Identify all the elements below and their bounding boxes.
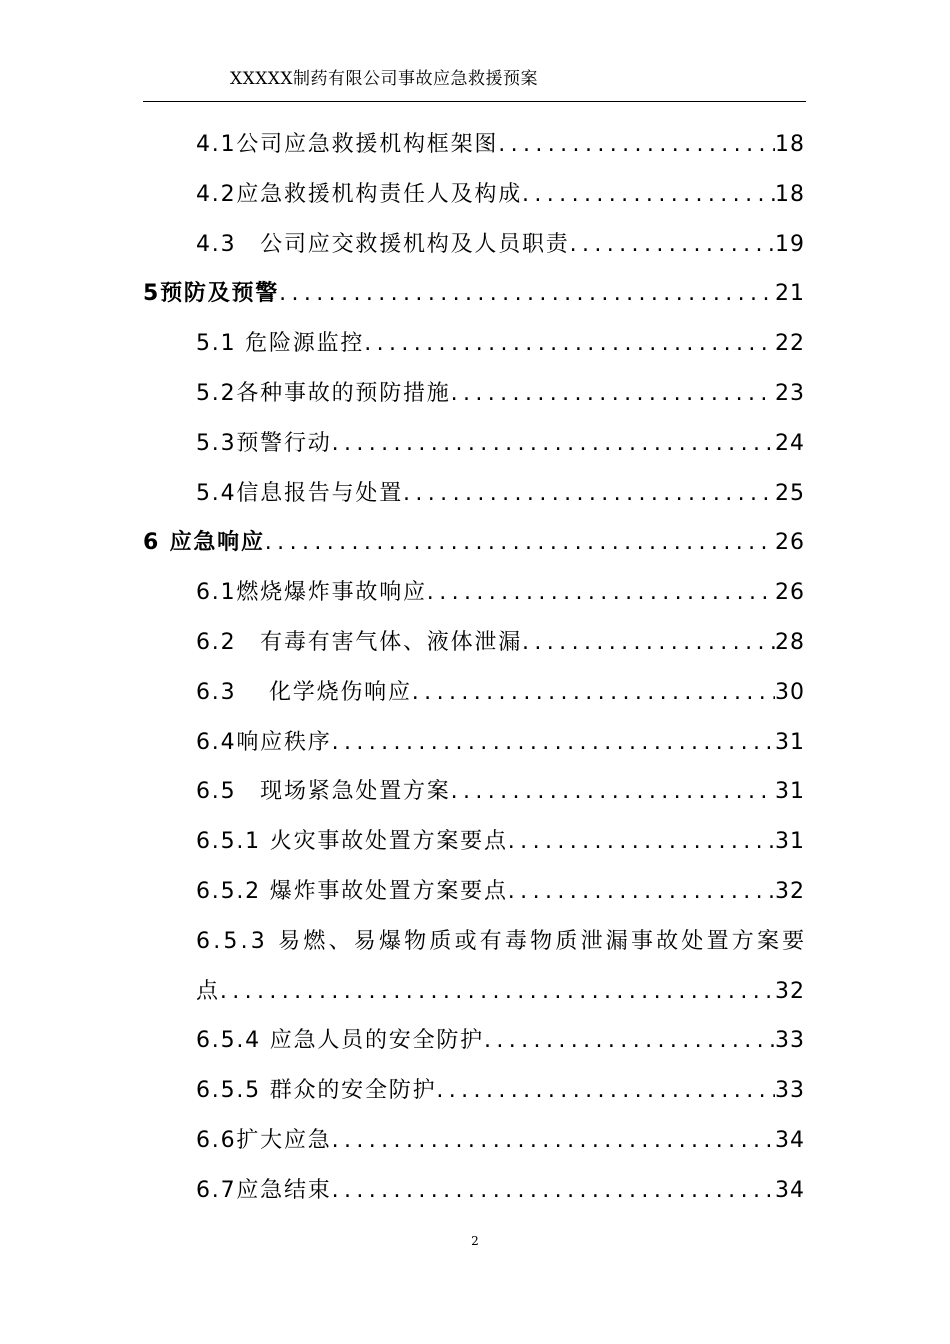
toc-leader-dots <box>570 227 775 263</box>
toc-entry-page: 23 <box>775 381 805 406</box>
toc-entry-page: 33 <box>775 1028 805 1054</box>
toc-entry-title: 6.7应急结束 <box>196 1177 332 1203</box>
toc-entry-page: 31 <box>775 829 805 855</box>
toc-entry[interactable] <box>196 874 805 910</box>
toc-entry-title: 6.4响应秩序 <box>196 729 332 755</box>
toc-entry-title: 6.5.5 群众的安全防护 <box>196 1078 437 1104</box>
toc-entry-page: 34 <box>775 1177 805 1203</box>
toc-entry-page: 18 <box>775 181 805 207</box>
toc-leader-dots <box>265 525 775 561</box>
toc-entry-page: 31 <box>775 729 805 755</box>
toc-leader-dots <box>220 974 775 1010</box>
toc-entry[interactable] <box>196 426 805 462</box>
toc-entry[interactable] <box>196 575 805 611</box>
toc-entry-page: 32 <box>775 978 805 1004</box>
toc-entry-title: 6.2 有毒有害气体、液体泄漏 <box>196 630 522 655</box>
toc-entry-title: 点 <box>196 978 220 1004</box>
toc-leader-dots <box>403 476 775 512</box>
toc-entry-title: 6.3 化学烧伤响应 <box>196 679 412 705</box>
toc-entry-title: 6.5.3 易燃、易爆物质或有毒物质泄漏事故处置方案要 <box>196 928 808 954</box>
toc-entry-page: 32 <box>775 879 805 904</box>
toc-entry-page: 28 <box>775 630 805 655</box>
toc-entry[interactable] <box>143 276 805 312</box>
toc-entry[interactable] <box>196 774 805 810</box>
toc-leader-dots <box>451 376 775 412</box>
toc-entry[interactable] <box>196 1173 805 1209</box>
toc-leader-dots <box>484 1023 775 1059</box>
toc-entry-title: 5.4信息报告与处置 <box>196 480 403 506</box>
toc-entry-page: 26 <box>775 580 805 606</box>
toc-leader-dots <box>508 824 775 860</box>
toc-leader-dots <box>508 874 775 910</box>
toc-entry[interactable] <box>196 376 805 412</box>
toc-leader-dots <box>436 1073 775 1109</box>
toc-entry-page: 24 <box>775 430 805 456</box>
toc-leader-dots <box>498 127 775 163</box>
toc-leader-dots <box>332 1173 775 1209</box>
toc-entry[interactable] <box>196 326 805 362</box>
toc-entry[interactable] <box>196 127 805 163</box>
toc-entry-page: 33 <box>775 1078 805 1104</box>
toc-entry-page: 22 <box>775 331 805 357</box>
toc-entry-title: 5.2各种事故的预防措施 <box>196 381 451 406</box>
toc-entry[interactable] <box>196 725 805 761</box>
toc-entry-title: 5预防及预警 <box>143 281 280 307</box>
toc-entry-page: 34 <box>775 1128 805 1153</box>
toc-leader-dots <box>332 426 775 462</box>
toc-leader-dots <box>332 1123 775 1159</box>
toc-entry[interactable] <box>143 525 805 561</box>
toc-leader-dots <box>279 276 775 312</box>
toc-leader-dots <box>332 725 775 761</box>
toc-leader-dots <box>412 675 775 711</box>
toc-leader-dots <box>427 575 775 611</box>
page-number: 2 <box>471 1234 479 1248</box>
toc-entry-title: 5.1 危险源监控 <box>196 331 365 357</box>
toc-entry[interactable] <box>196 924 808 960</box>
toc-entry-title: 6.1燃烧爆炸事故响应 <box>196 580 427 606</box>
toc-entry[interactable] <box>196 824 805 860</box>
toc-entry-page: 25 <box>775 480 805 506</box>
toc-entry[interactable] <box>196 1023 805 1059</box>
toc-entry[interactable] <box>196 177 805 213</box>
toc-entry-title: 4.3 公司应交救援机构及人员职责 <box>196 231 570 257</box>
toc-entry-page: 26 <box>775 530 805 556</box>
toc-leader-dots <box>364 326 775 362</box>
toc-entry-title: 6.5 现场紧急处置方案 <box>196 779 451 805</box>
toc-entry[interactable] <box>196 675 805 711</box>
toc-entry-page: 21 <box>775 281 805 307</box>
toc-entry-title: 5.3预警行动 <box>196 430 332 456</box>
page-header-title: XXXXX制药有限公司事故应急救援预案 <box>230 69 539 89</box>
toc-entry-title: 6.5.1 火灾事故处置方案要点 <box>196 829 508 855</box>
toc-leader-dots <box>522 625 775 661</box>
toc-entry[interactable] <box>196 625 805 661</box>
toc-entry-page: 19 <box>775 231 805 257</box>
toc-entry-title: 6 应急响应 <box>143 530 265 556</box>
toc-entry-page: 30 <box>775 679 805 705</box>
toc-entry[interactable] <box>196 1123 805 1159</box>
toc-entry[interactable] <box>196 476 805 512</box>
toc-entry-title: 6.6扩大应急 <box>196 1128 332 1153</box>
toc-entry-title: 4.1公司应急救援机构框架图 <box>196 132 499 157</box>
toc-entry[interactable] <box>196 1073 805 1109</box>
toc-entry-page: 31 <box>775 779 805 805</box>
toc-entry-page: 18 <box>775 132 805 157</box>
toc-leader-dots <box>451 774 775 810</box>
toc-leader-dots <box>522 177 775 213</box>
toc-entry[interactable] <box>196 227 805 263</box>
toc-entry-title: 6.5.2 爆炸事故处置方案要点 <box>196 879 508 904</box>
toc-entry[interactable] <box>196 974 805 1010</box>
toc-entry-title: 4.2应急救援机构责任人及构成 <box>196 181 522 207</box>
toc-entry-title: 6.5.4 应急人员的安全防护 <box>196 1028 484 1054</box>
